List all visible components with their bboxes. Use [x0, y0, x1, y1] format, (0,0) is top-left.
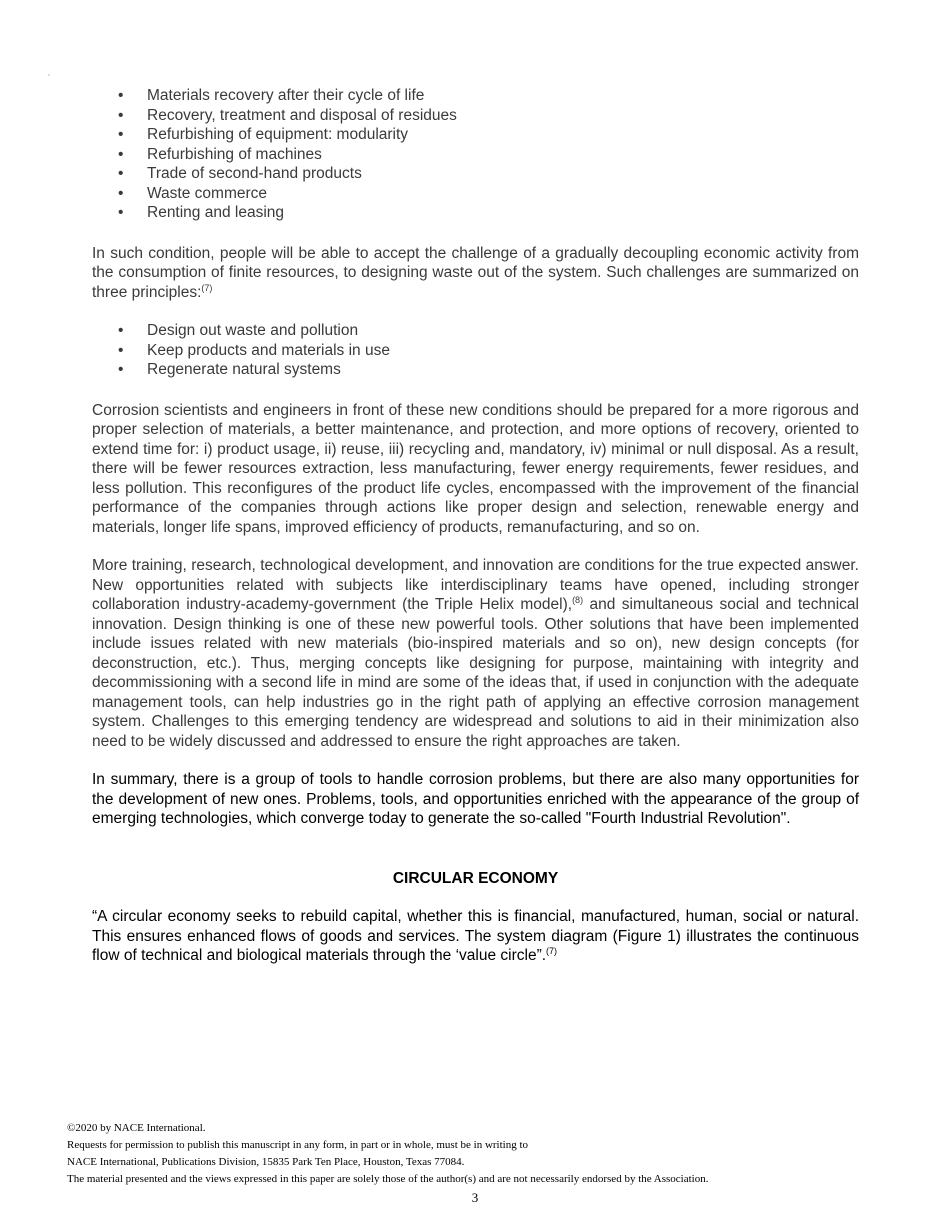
list-item: • Trade of second-hand products — [92, 164, 859, 184]
footer-copyright: ©2020 by NACE International. — [67, 1122, 206, 1134]
paragraph-text: and simultaneous social and technical innovation. Design thinking is one of these new powerful tools. Other solutions that have been implemented include issues related with new materials (bio-inspired materials and so on), new design concepts (for deconstruction, etc.). Thus, merging concepts like designing for purpose, maintaining with integrity and decommissioning with a second life in mind are some of the ideas that, if used in conjunction with the adequate management tools, can help industries go in the right path of applying an effective corrosion management system. Challenges to this emerging tendency are widespread and solutions to aid in their minimization also need to be widely discussed and addressed to ensure the right approaches are taken. — [92, 596, 859, 750]
list-principles — [92, 321, 859, 380]
section-heading: CIRCULAR ECONOMY — [392, 869, 559, 887]
list-item: • Refurbishing of equipment: modularity — [92, 125, 859, 145]
paragraph-text: “A circular economy seeks to rebuild capital, whether this is financial, manufactured, human, social or natural. This ensures enhanced flows of goods and services. The system diagram (Figure 1) illustrates the continuous flow of technical and biological materials through the ‘value circle”. — [92, 908, 859, 964]
list-item: • Keep products and materials in use — [92, 341, 859, 361]
paragraph-training-research — [92, 556, 859, 751]
list-item: • Refurbishing of machines — [92, 145, 859, 165]
paragraph-corrosion-scientists: Corrosion scientists and engineers in front of these new conditions should be prepared for a more rigorous and proper selection of materials, a better maintenance, and protection, and more options of recovery, oriented to extend time for: i) product usage, ii) reuse, iii) recycling and, mandatory, iv) minimal or null disposal. As a result, there will be fewer resources extraction, less manufacturing, fewer energy requirements, fewer residues, and less pollution. This reconfigures of the product life cycles, encompassed with the improvement of the financial performance of the companies through actions like proper design and selection, renewable energy and materials, longer life spans, improved efficiency of products, remanufacturing, and so on. — [92, 401, 859, 536]
paragraph-challenge — [92, 244, 859, 303]
footer-address: NACE International, Publications Division, 15835 Park Ten Place, Houston, Texas 77084. — [67, 1156, 465, 1168]
footer-permission: Requests for permission to publish this manuscript in any form, in part or in whole, must be in writing to — [67, 1139, 529, 1151]
footer-disclaimer: The material presented and the views expressed in this paper are solely those of the author(s) and are not necessarily endorsed by the Association. — [67, 1173, 709, 1185]
list-item: • Renting and leasing — [92, 203, 859, 223]
page-number: 3 — [471, 1190, 479, 1205]
page-body — [92, 86, 859, 966]
list-item: • Recovery, treatment and disposal of residues — [92, 106, 859, 126]
paragraph-summary: In summary, there is a group of tools to handle corrosion problems, but there are also many opportunities for the development of new ones. Problems, tools, and opportunities enriched with the appearance of the group of emerging technologies, which converge today to generate the so-called "Fourth Industrial Revolution". — [92, 771, 859, 827]
list-item: • Materials recovery after their cycle of life — [92, 86, 859, 106]
stray-mark — [48, 74, 50, 76]
paragraph-circular-economy — [92, 907, 859, 966]
citation-ref: (7) — [201, 282, 213, 293]
paragraph-text: In such condition, people will be able to accept the challenge of a gradually decoupling economic activity from the consumption of finite resources, to designing waste out of the system. Such challenges are summarized on three principles: — [92, 244, 859, 301]
list-item: • Waste commerce — [92, 184, 859, 204]
footer — [67, 1120, 887, 1188]
paragraph-text: More training, research, technological development, and innovation are conditions for the true expected answer. New opportunities related with subjects like interdisciplinary teams have opened, including stronger collaboration industry-academy-government (the Triple Helix model), — [92, 557, 859, 613]
list-item: • Regenerate natural systems — [92, 360, 859, 380]
citation-ref: (7) — [546, 946, 558, 956]
list-recovery-activities — [92, 86, 859, 223]
list-item: • Design out waste and pollution — [92, 321, 859, 341]
citation-ref: (8) — [572, 595, 584, 605]
